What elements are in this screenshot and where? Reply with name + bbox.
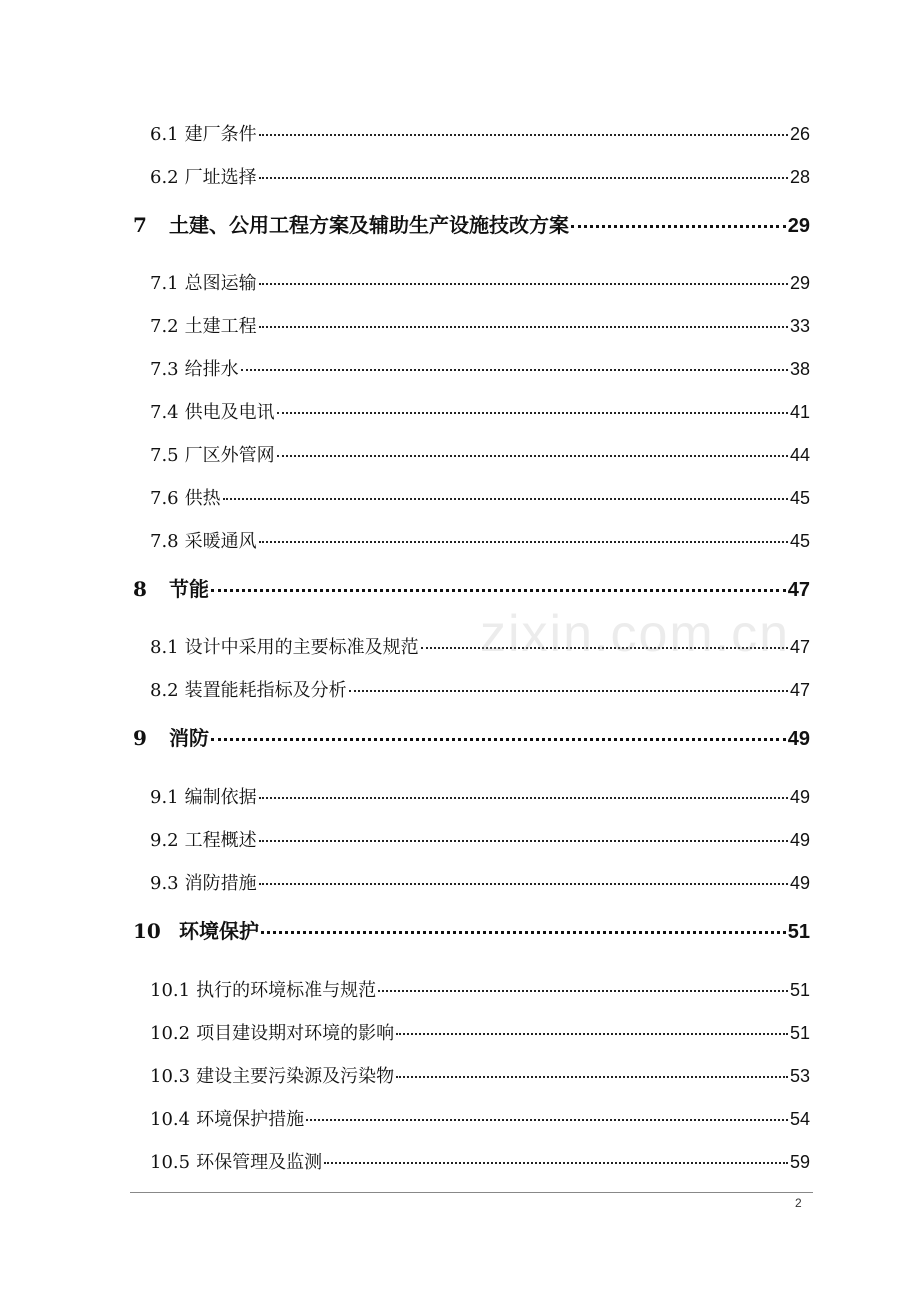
toc-entry-number: 7.8	[150, 531, 179, 552]
toc-entry-number: 7.3	[150, 359, 179, 380]
toc-entry-number: 10.2	[150, 1023, 191, 1044]
toc-dot-leader	[259, 541, 788, 543]
toc-entry-title: 厂址选择	[184, 167, 257, 188]
toc-section-entry[interactable]	[150, 1105, 810, 1131]
toc-dot-leader	[259, 840, 788, 842]
toc-entry-page: 45	[789, 488, 810, 508]
toc-entry-page: 38	[789, 359, 810, 379]
toc-entry-title: 工程概述	[184, 830, 257, 851]
toc-entry-page: 51	[789, 1023, 810, 1043]
toc-entry-title: 消防措施	[184, 873, 257, 894]
toc-entry-page: 47	[789, 637, 810, 657]
toc-entry-title: 环境保护措施	[196, 1109, 305, 1130]
toc-dot-leader	[259, 134, 788, 136]
toc-entry-title: 设计中采用的主要标准及规范	[184, 637, 419, 658]
toc-entry-title: 消防	[169, 726, 209, 750]
toc-dot-leader	[396, 1033, 788, 1035]
toc-chapter-entry[interactable]	[133, 573, 810, 602]
toc-section-entry[interactable]	[150, 1062, 810, 1088]
toc-section-entry[interactable]	[150, 441, 810, 467]
toc-entry-page: 54	[789, 1109, 810, 1129]
toc-section-entry[interactable]	[150, 484, 810, 510]
toc-entry-number: 10.4	[150, 1109, 191, 1130]
toc-entry-page: 49	[787, 728, 810, 750]
toc-entry-page: 49	[789, 873, 810, 893]
toc-entry-title: 土建、公用工程方案及辅助生产设施技改方案	[169, 213, 569, 237]
toc-entry-title: 供电及电讯	[184, 402, 275, 423]
toc-section-entry[interactable]	[150, 1148, 810, 1174]
toc-entry-number: 10.3	[150, 1066, 191, 1087]
toc-entry-number: 7	[133, 213, 147, 237]
toc-section-entry[interactable]	[150, 312, 810, 338]
footer-rule	[130, 1192, 813, 1193]
toc-entry-number: 9.3	[150, 873, 179, 894]
toc-entry-page: 51	[789, 980, 810, 1000]
toc-entry-page: 33	[789, 316, 810, 336]
toc-entry-number: 7.2	[150, 316, 179, 337]
toc-entry-number: 6.2	[150, 167, 179, 188]
toc-dot-leader	[259, 797, 788, 799]
toc-entry-number: 7.4	[150, 402, 179, 423]
toc-entry-page: 49	[789, 787, 810, 807]
toc-entry-title: 采暖通风	[184, 531, 257, 552]
toc-section-entry[interactable]	[150, 163, 810, 189]
toc-dot-leader	[223, 498, 788, 500]
toc-dot-leader	[349, 690, 788, 692]
toc-entry-title: 执行的环境标准与规范	[196, 980, 377, 1001]
toc-section-entry[interactable]	[150, 826, 810, 852]
toc-section-entry[interactable]	[150, 120, 810, 146]
toc-dot-leader	[378, 990, 788, 992]
toc-entry-page: 41	[789, 402, 810, 422]
toc-dot-leader	[324, 1162, 788, 1164]
toc-entry-title: 供热	[184, 488, 221, 509]
toc-dot-leader	[259, 883, 788, 885]
toc-entry-page: 49	[789, 830, 810, 850]
toc-entry-title: 给排水	[184, 359, 239, 380]
toc-dot-leader	[259, 177, 788, 179]
toc-entry-page: 59	[789, 1152, 810, 1172]
toc-entry-page: 47	[789, 680, 810, 700]
toc-dot-leader	[306, 1119, 788, 1121]
toc-entry-page: 28	[789, 167, 810, 187]
toc-entry-number: 9.2	[150, 830, 179, 851]
toc-chapter-entry[interactable]	[133, 209, 810, 238]
toc-section-entry[interactable]	[150, 633, 810, 659]
toc-chapter-entry[interactable]	[133, 722, 810, 751]
toc-section-entry[interactable]	[150, 976, 810, 1002]
toc-dot-leader	[259, 326, 788, 328]
toc-entry-number: 9	[133, 726, 147, 750]
toc-dot-leader	[571, 225, 786, 228]
toc-entry-number: 8	[133, 577, 147, 601]
toc-entry-title: 环境保护	[179, 919, 259, 943]
toc-dot-leader	[259, 283, 788, 285]
toc-dot-leader	[211, 738, 786, 741]
toc-section-entry[interactable]	[150, 398, 810, 424]
toc-dot-leader	[421, 647, 788, 649]
toc-entry-number: 10.5	[150, 1152, 191, 1173]
page-number: 2	[795, 1196, 802, 1210]
toc-entry-page: 29	[787, 215, 810, 237]
toc-dot-leader	[277, 455, 788, 457]
toc-entry-number: 10	[133, 919, 161, 943]
toc-entry-title: 建设主要污染源及污染物	[196, 1066, 395, 1087]
toc-section-entry[interactable]	[150, 676, 810, 702]
toc-entry-title: 项目建设期对环境的影响	[196, 1023, 395, 1044]
toc-entry-number: 10.1	[150, 980, 191, 1001]
toc-chapter-entry[interactable]	[133, 915, 810, 944]
toc-entry-number: 7.6	[150, 488, 179, 509]
toc-entry-page: 44	[789, 445, 810, 465]
toc-section-entry[interactable]	[150, 869, 810, 895]
toc-entry-page: 53	[789, 1066, 810, 1086]
toc-entry-title: 建厂条件	[184, 124, 257, 145]
toc-section-entry[interactable]	[150, 1019, 810, 1045]
toc-entry-title: 土建工程	[184, 316, 257, 337]
toc-entry-title: 环保管理及监测	[196, 1152, 323, 1173]
toc-entry-page: 29	[789, 273, 810, 293]
toc-section-entry[interactable]	[150, 783, 810, 809]
toc-entry-title: 总图运输	[184, 273, 257, 294]
toc-entry-number: 7.1	[150, 273, 179, 294]
watermark: zixin.com.cn	[480, 605, 791, 663]
toc-dot-leader	[277, 412, 788, 414]
toc-entry-number: 9.1	[150, 787, 179, 808]
toc-dot-leader	[396, 1076, 788, 1078]
toc-entry-page: 45	[789, 531, 810, 551]
toc-entry-title: 厂区外管网	[184, 445, 275, 466]
toc-entry-number: 8.2	[150, 680, 179, 701]
toc-dot-leader	[261, 931, 786, 934]
toc-entry-number: 6.1	[150, 124, 179, 145]
toc-entry-page: 26	[789, 124, 810, 144]
toc-entry-number: 7.5	[150, 445, 179, 466]
toc-dot-leader	[241, 369, 788, 371]
toc-entry-title: 节能	[169, 577, 209, 601]
toc-section-entry[interactable]	[150, 269, 810, 295]
toc-section-entry[interactable]	[150, 527, 810, 553]
toc-section-entry[interactable]	[150, 355, 810, 381]
toc-entry-number: 8.1	[150, 637, 179, 658]
toc-entry-title: 装置能耗指标及分析	[184, 680, 347, 701]
toc-dot-leader	[211, 589, 786, 592]
toc-entry-page: 47	[787, 579, 810, 601]
toc-entry-page: 51	[787, 921, 810, 943]
toc-entry-title: 编制依据	[184, 787, 257, 808]
